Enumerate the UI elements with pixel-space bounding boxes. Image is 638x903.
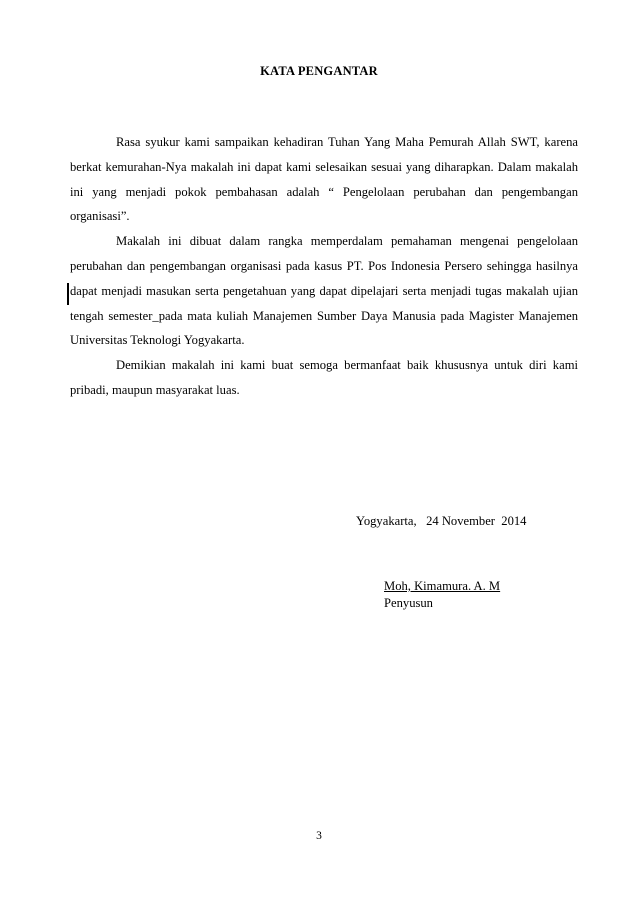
page-title: KATA PENGANTAR [260, 64, 378, 78]
paragraph-gratitude: Rasa syukur kami sampaikan kehadiran Tuhan Yang Maha Pemurah Allah SWT, karena berkat kemurahan-Nya makalah ini dapat kami selesaikan sesuai yang diharapkan. Dalam makalah ini yang menjadi pokok pembahasan adalah “ Pengelolaan perubahan dan pengembangan organisasi”. [70, 135, 578, 224]
paragraph-purpose: Makalah ini dibuat dalam rangka memperdalam pemahaman mengenai pengelolaan perubahan dan pengembangan organisasi pada kasus PT. Pos Indonesia Persero sehingga hasilnya dapat menjadi masukan serta pengetahuan yang dapat dipelajari serta menjadi tugas makalah ujian tengah semester_pada mata kuliah Manajemen Sumber Daya Manusia pada Magister Manajemen Universitas Teknologi Yogyakarta. [70, 234, 578, 348]
place-date: Yogyakarta, 24 November 2014 [356, 514, 527, 528]
paragraph-closing: Demikian makalah ini kami buat semoga bermanfaat baik khususnya untuk diri kami pribadi, maupun masyarakat luas. [70, 358, 578, 397]
page-number: 3 [316, 830, 322, 842]
signer-role: Penyusun [384, 596, 433, 610]
signer-name: Moh, Kimamura. A. M [384, 579, 501, 593]
body-text [70, 130, 578, 403]
margin-change-bar [67, 283, 69, 305]
